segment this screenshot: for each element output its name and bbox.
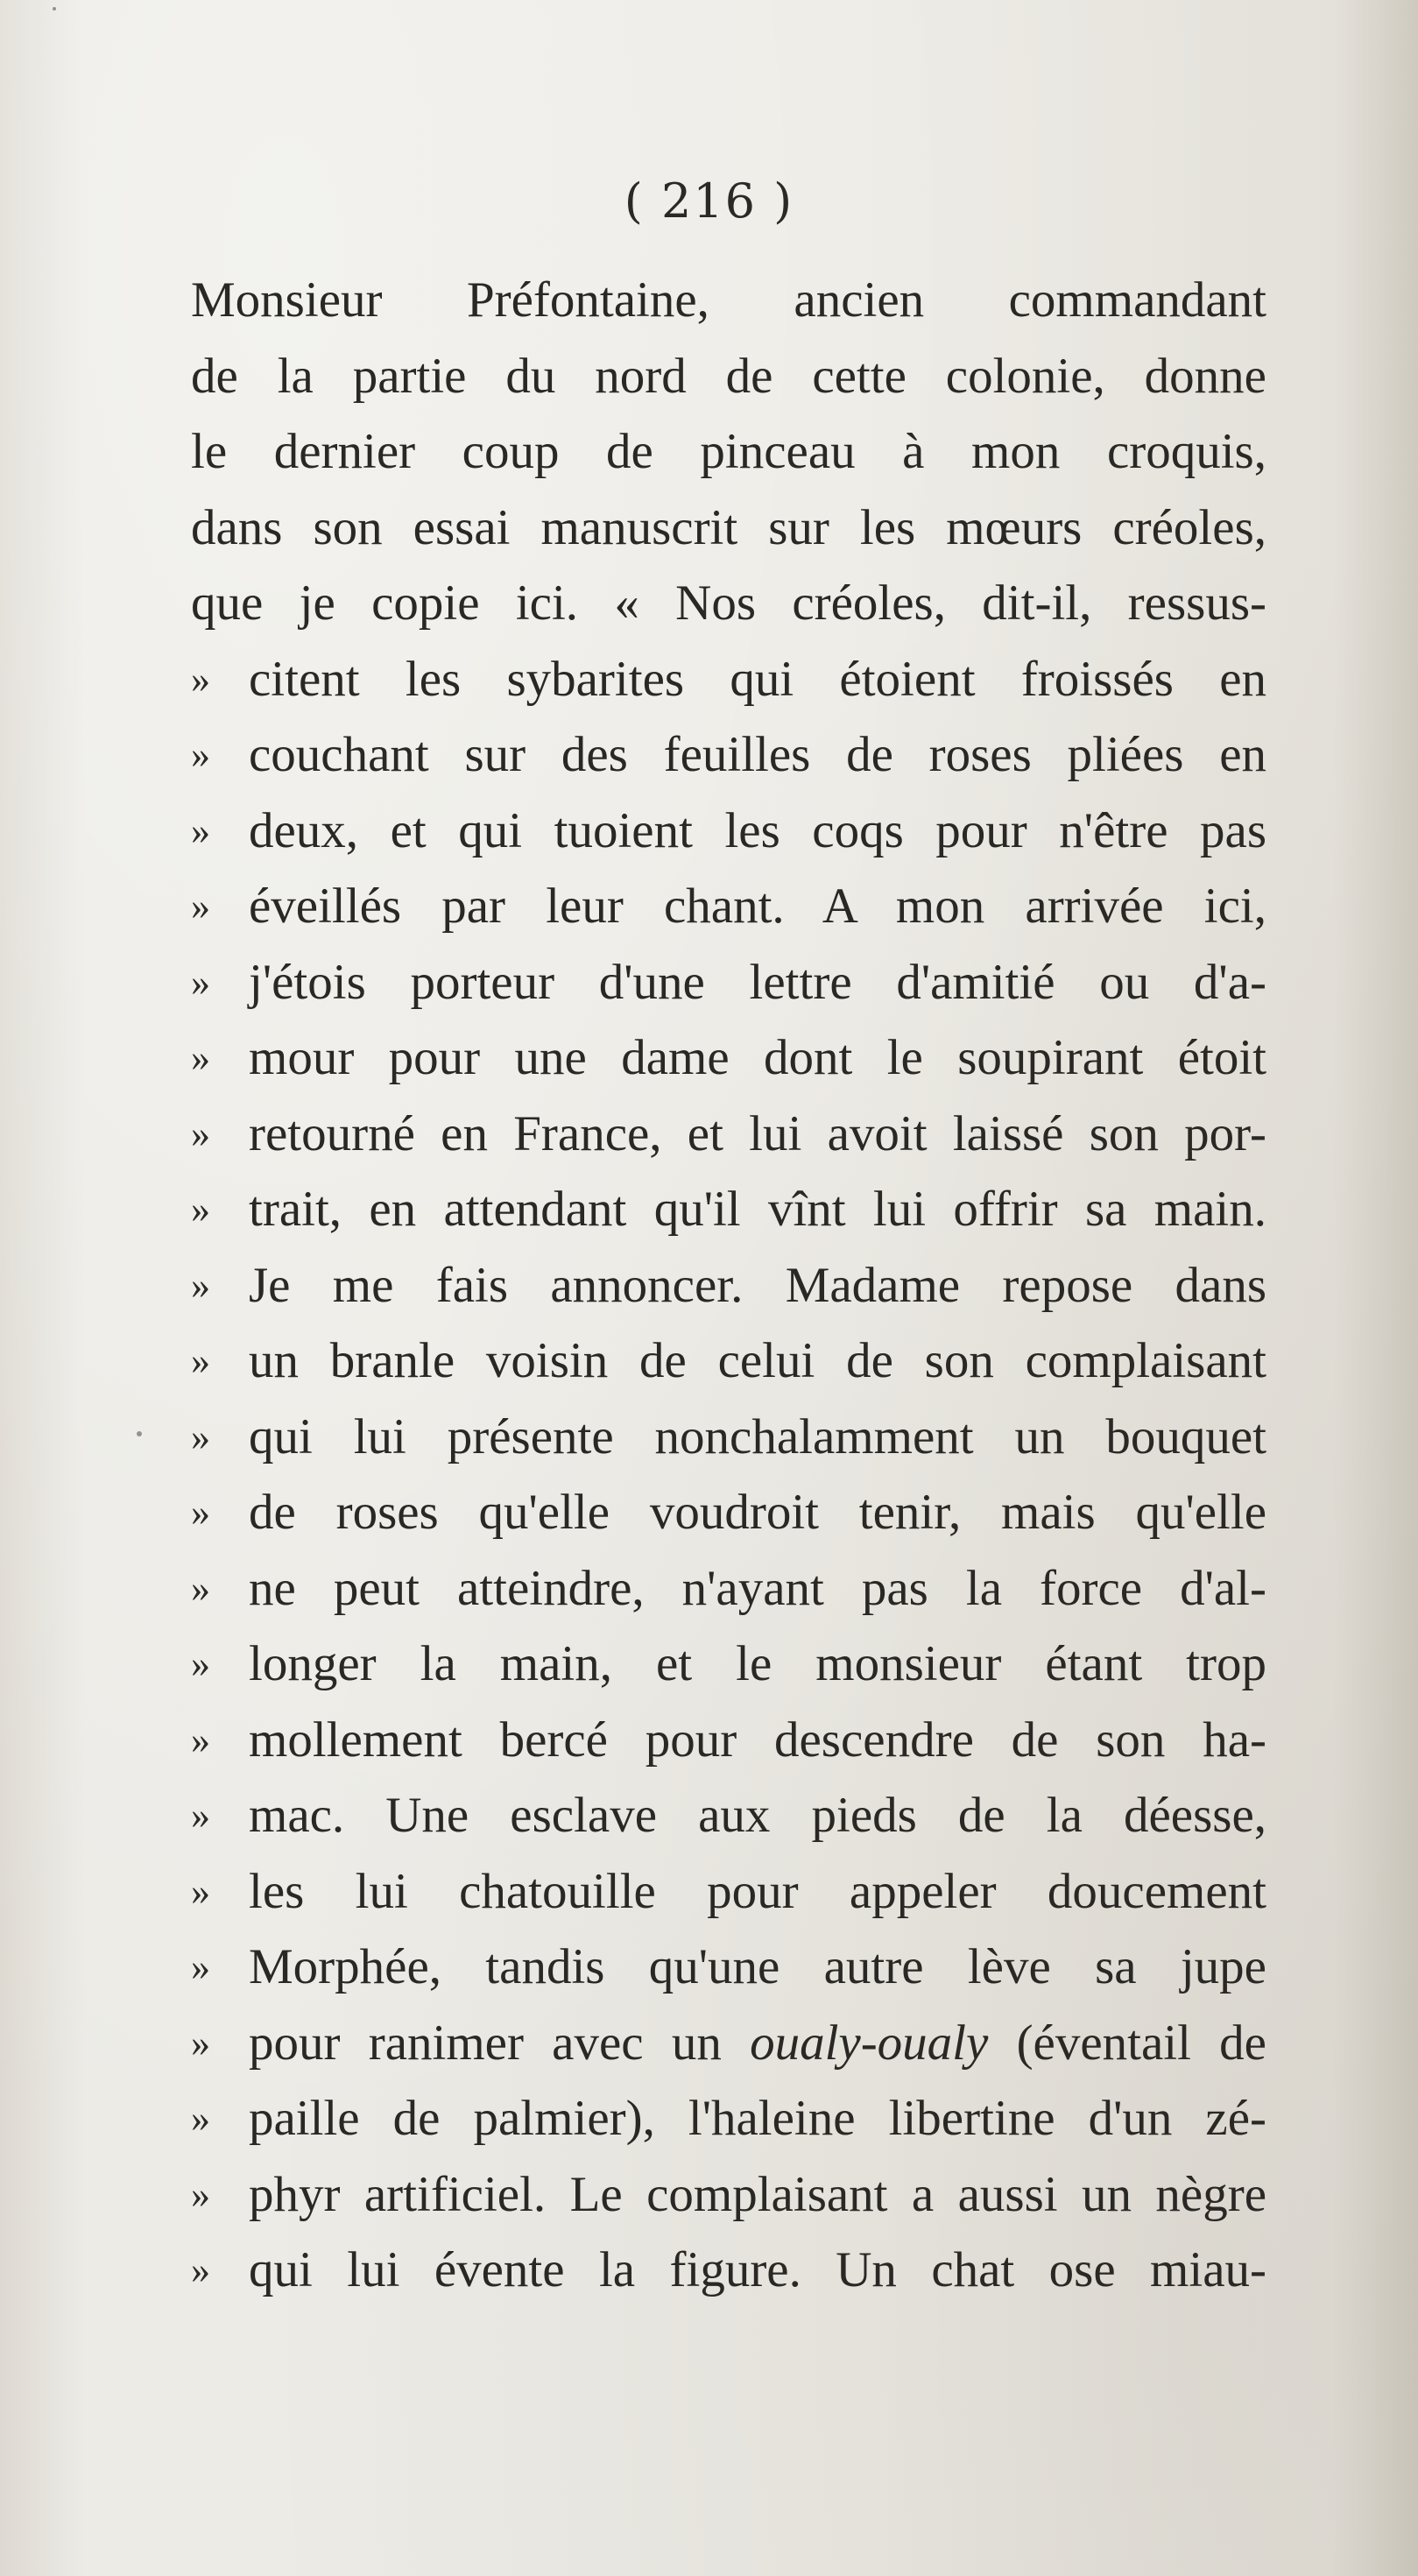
line-text: les lui chatouille pour appeler doucement xyxy=(249,1863,1266,1919)
line-text: phyr artificiel. Le complaisant a aussi un nègre xyxy=(249,2166,1266,2222)
text-line xyxy=(191,566,1266,642)
line-text: paille de palmier), l'haleine libertine d'un zé- xyxy=(249,2091,1266,2146)
body-text xyxy=(191,263,1266,2309)
quote-mark: » xyxy=(191,885,210,928)
line-text: longer la main, et le monsieur étant trop xyxy=(249,1636,1266,1691)
line-text: trait, en attendant qu'il vînt lui offrir sa main. xyxy=(249,1182,1266,1237)
line-text: qui lui évente la figure. Un chat ose miau- xyxy=(249,2242,1266,2297)
quoted-line xyxy=(191,1400,1266,1476)
text-line xyxy=(191,414,1266,490)
quoted-line xyxy=(191,717,1266,794)
line-text: de la partie du nord de cette colonie, donne xyxy=(191,348,1266,404)
quote-mark: » xyxy=(191,1339,210,1382)
line-text: éveillés par leur chant. A mon arrivée ici, xyxy=(249,879,1266,934)
quote-mark: » xyxy=(191,1263,210,1307)
quote-mark: » xyxy=(191,2097,210,2140)
paper-speck xyxy=(53,7,56,11)
italic-term: oualy-oualy xyxy=(750,2015,989,2071)
line-text: de roses qu'elle voudroit tenir, mais qu'elle xyxy=(249,1485,1266,1540)
quote-mark: » xyxy=(191,1415,210,1458)
quoted-line xyxy=(191,1627,1266,1703)
line-text: mollement bercé pour descendre de son ha- xyxy=(249,1711,1266,1768)
text-line xyxy=(191,490,1266,567)
line-text-part: pour ranimer avec un xyxy=(249,2015,751,2071)
line-text: Monsieur Préfontaine, ancien commandant xyxy=(191,272,1266,328)
text-line xyxy=(191,339,1266,415)
quoted-line xyxy=(191,869,1266,945)
quote-mark: » xyxy=(191,1718,210,1761)
line-text: deux, et qui tuoient les coqs pour n'être pas xyxy=(249,802,1266,858)
quoted-line xyxy=(191,1930,1266,2006)
quoted-line xyxy=(191,1020,1266,1097)
quoted-line xyxy=(191,642,1266,718)
quote-mark: » xyxy=(191,2021,210,2064)
paper-speck xyxy=(137,1431,142,1436)
line-text: mour pour une dame dont le soupirant étoit xyxy=(249,1030,1266,1085)
quote-mark: » xyxy=(191,1112,210,1155)
quote-mark: » xyxy=(191,960,210,1004)
line-text: couchant sur des feuilles de roses pliées en xyxy=(249,727,1266,782)
quote-mark: » xyxy=(191,1188,210,1231)
quoted-line xyxy=(191,1323,1266,1400)
quoted-line xyxy=(191,2006,1266,2082)
quoted-line xyxy=(191,2157,1266,2234)
quote-mark: » xyxy=(191,1869,210,1913)
text-line xyxy=(191,263,1266,339)
line-text: Je me fais annoncer. Madame repose dans xyxy=(249,1257,1266,1313)
line-text: Morphée, tandis qu'une autre lève sa jupe xyxy=(249,1939,1266,1994)
line-text: que je copie ici. « Nos créoles, dit-il, ressus- xyxy=(191,575,1266,631)
quoted-line xyxy=(191,1172,1266,1248)
quote-mark: » xyxy=(191,1945,210,1988)
line-text: mac. Une esclave aux pieds de la déesse, xyxy=(249,1788,1266,1843)
line-text-mixed xyxy=(249,2006,1266,2082)
quoted-line xyxy=(191,1778,1266,1854)
quote-mark: » xyxy=(191,808,210,852)
line-text: dans son essai manuscrit sur les mœurs créoles, xyxy=(191,499,1266,555)
quote-mark: » xyxy=(191,1566,210,1610)
quoted-line xyxy=(191,1703,1266,1779)
quoted-line xyxy=(191,1551,1266,1627)
quoted-line xyxy=(191,1854,1266,1930)
quote-mark: » xyxy=(191,733,210,776)
line-text: ne peut atteindre, n'ayant pas la force d'al- xyxy=(249,1560,1266,1616)
quote-mark: » xyxy=(191,1642,210,1685)
quote-mark: » xyxy=(191,1491,210,1534)
line-text: le dernier coup de pinceau à mon croquis, xyxy=(191,424,1266,479)
line-text: qui lui présente nonchalamment un bouquet xyxy=(249,1408,1266,1464)
quote-mark: » xyxy=(191,1036,210,1079)
quoted-line xyxy=(191,794,1266,870)
line-text: citent les sybarites qui étoient froissés en xyxy=(249,651,1266,707)
line-text: un branle voisin de celui de son complaisant xyxy=(249,1333,1266,1388)
quoted-line xyxy=(191,1097,1266,1173)
quoted-line xyxy=(191,1248,1266,1324)
quoted-line xyxy=(191,1475,1266,1551)
line-text: j'étois porteur d'une lettre d'amitié ou d'a- xyxy=(249,954,1266,1010)
quoted-line xyxy=(191,2081,1266,2157)
quoted-line xyxy=(191,2233,1266,2309)
quoted-line xyxy=(191,945,1266,1021)
page-number: ( 216 ) xyxy=(624,173,794,229)
line-text: retourné en France, et lui avoit laissé son por- xyxy=(249,1105,1266,1161)
line-text-part: (éventail de xyxy=(988,2015,1266,2071)
quote-mark: » xyxy=(191,657,210,701)
quote-mark: » xyxy=(191,2172,210,2216)
quote-mark: » xyxy=(191,2248,210,2291)
quote-mark: » xyxy=(191,1794,210,1837)
